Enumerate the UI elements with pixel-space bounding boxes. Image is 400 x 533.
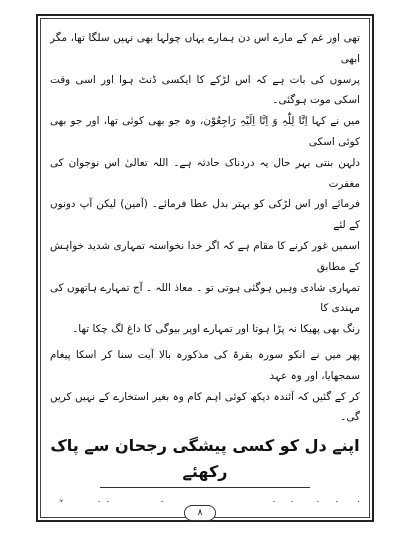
paragraph-istikhara xyxy=(50,496,360,502)
section-heading: اپنے دل کو کسی پیشگی رجحان سے پاک رکھئے xyxy=(50,436,360,482)
paragraph-story: تھی اور غم کے مارے اس دن ہمارے یہاں چولہا بھی نہیں سلگا تھا، مگر ابھی پرسوں کی بات ہے کہ اس لڑکے کا ایکسی ڈنٹ ہوا اور اسی وقت اسکی موت ہوگئی۔ میں نے کہا اِنَّا لِلّٰہِ وَ اِنَّا اِلَیْہِ رَاجِعُوْن، وہ جو بھی کوئی تھا، اور جو بھی کوئی اسکی دلہن بنتی بہر حال یہ دردناک حادثہ ہے۔ اللہ تعالیٰ اس نوجوان کی مغفرت فرمائے اور اس لڑکی کو بہتر بدل عطا فرمائے۔ (آمین) لیکن آپ دونوں کے لئے اسمیں غور کرنے کا مقام ہے کہ اگر خدا نخواستہ تمہاری شدید خواہش کے مطابق تمہاری شادی وہیں ہوگئی ہوتی تو ۔ معاذ اللہ ۔ آج تمہارے ہاتھوں کی مہندی کا رنگ بھی پھیکا نہ پڑا ہوتا اور تمہارے اوپر بیوگی کا داغ لگ چکا تھا۔ xyxy=(50,32,360,336)
paragraph-advice: پھر میں نے انکو سورہ بقرۃ کی مذکورہ بالا آیت سنا کر اسکا پیغام سمجھایا، اور وہ عہد کر کے گئیں کہ آئندہ دیکھ کوئی اہم کام وہ بغیر استخارے کے نہیں کریں گی۔ xyxy=(50,348,360,424)
page-number: ۸ xyxy=(184,505,216,521)
page-content xyxy=(50,28,360,502)
heading-underline xyxy=(100,487,310,488)
